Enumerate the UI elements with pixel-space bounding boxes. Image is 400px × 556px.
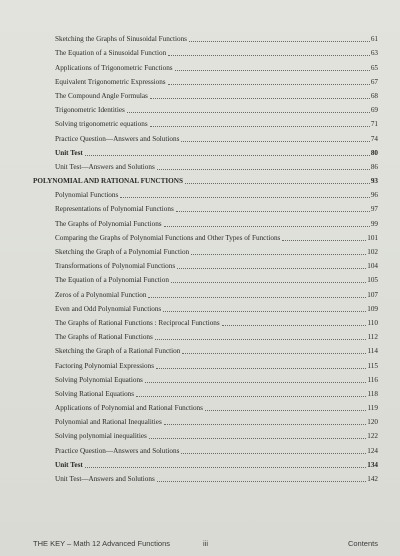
footer-page-number: iii bbox=[203, 539, 208, 548]
toc-entry bbox=[0, 229, 378, 243]
toc-entry-title: Comparing the Graphs of Polynomial Functions and Other Types of Functions bbox=[55, 233, 281, 242]
dot-leader bbox=[164, 226, 370, 227]
toc-entry bbox=[0, 271, 378, 285]
toc-entry-page-number: 97 bbox=[370, 205, 378, 214]
toc-entry-title: The Equation of a Sinusoidal Function bbox=[55, 49, 167, 58]
toc-entry bbox=[0, 413, 378, 427]
toc-entry-title: Even and Odd Polynomial Functions bbox=[55, 304, 162, 313]
dot-leader bbox=[148, 297, 366, 298]
toc-entry bbox=[0, 314, 378, 328]
toc-entry bbox=[0, 186, 378, 200]
toc-entry bbox=[0, 470, 378, 484]
toc-entry-page-number: 65 bbox=[370, 63, 378, 72]
toc-entry-page-number: 142 bbox=[367, 475, 378, 483]
dot-leader bbox=[191, 254, 366, 255]
toc-entry-page-number: 67 bbox=[370, 77, 378, 86]
toc-entry-page-number: 114 bbox=[367, 347, 378, 356]
dot-leader bbox=[145, 382, 367, 383]
toc-entry-title: Unit Test bbox=[55, 460, 83, 469]
toc-entry-page-number: 68 bbox=[370, 91, 378, 100]
toc-entry bbox=[0, 144, 378, 158]
dot-leader bbox=[149, 438, 366, 439]
toc-entry bbox=[0, 441, 378, 455]
toc-entry bbox=[0, 300, 378, 314]
toc-entry bbox=[0, 87, 378, 101]
toc-entry-title: Practice Question—Answers and Solutions bbox=[55, 446, 180, 455]
toc-entry-page-number: 99 bbox=[370, 219, 378, 228]
toc-entry-page-number: 110 bbox=[367, 318, 378, 327]
toc-entry-page-number: 96 bbox=[370, 191, 378, 200]
toc-entry-title: Equivalent Trigonometric Expressions bbox=[55, 77, 166, 86]
toc-entry bbox=[0, 257, 378, 271]
toc-entry-page-number: 134 bbox=[367, 460, 378, 469]
toc-entry-title: Sketching the Graph of a Rational Function bbox=[55, 347, 181, 356]
toc-entry-title: Transformations of Polynomial Functions bbox=[55, 262, 176, 271]
dot-leader bbox=[168, 55, 370, 56]
toc-entry-title: Polynomial and Rational Inequalities bbox=[55, 418, 162, 427]
toc-entry-title: Polynomial Functions bbox=[55, 191, 119, 200]
toc-entry-page-number: 63 bbox=[370, 49, 378, 58]
toc-entry bbox=[0, 115, 378, 129]
toc-entry-title: The Graphs of Rational Functions : Reciprocal Functions bbox=[55, 318, 220, 327]
toc-entry bbox=[0, 129, 378, 143]
toc-entry-title: Sketching the Graph of a Polynomial Function bbox=[55, 248, 190, 256]
toc-entry-title: Unit Test—Answers and Solutions bbox=[55, 475, 155, 483]
toc-entry-page-number: 119 bbox=[367, 404, 378, 413]
toc-entry bbox=[0, 285, 378, 299]
toc-entry bbox=[0, 58, 378, 72]
toc-entry bbox=[0, 243, 378, 257]
toc-entry bbox=[0, 158, 378, 172]
toc-chapter-heading bbox=[0, 172, 378, 186]
dot-leader bbox=[164, 424, 366, 425]
dot-leader bbox=[176, 211, 370, 212]
toc-entry-title: Zeros of a Polynomial Function bbox=[55, 290, 147, 299]
toc-entry-page-number: 86 bbox=[370, 162, 378, 171]
toc-entry-page-number: 107 bbox=[367, 290, 378, 299]
toc-entry-page-number: 112 bbox=[367, 333, 378, 342]
toc-entry-page-number: 74 bbox=[370, 134, 378, 143]
toc-entry-page-number: 116 bbox=[367, 375, 378, 384]
table-of-contents bbox=[0, 30, 400, 484]
dot-leader bbox=[185, 183, 370, 184]
toc-entry-page-number: 105 bbox=[367, 276, 378, 285]
footer-book-title: THE KEY – Math 12 Advanced Functions bbox=[33, 539, 171, 548]
dot-leader bbox=[205, 410, 367, 411]
toc-entry-title: The Graphs of Rational Functions bbox=[55, 333, 153, 342]
toc-entry bbox=[0, 328, 378, 342]
toc-entry-page-number: 61 bbox=[370, 35, 378, 44]
toc-entry-title: Unit Test—Answers and Solutions bbox=[55, 162, 155, 171]
dot-leader bbox=[127, 112, 370, 113]
toc-entry-title: Applications of Trigonometric Functions bbox=[55, 63, 173, 72]
toc-entry-title: Unit Test bbox=[55, 148, 83, 157]
toc-entry-title: The Equation of a Polynomial Function bbox=[55, 276, 169, 285]
toc-entry-title: Trigonometric Identities bbox=[55, 106, 125, 115]
toc-entry-page-number: 101 bbox=[367, 233, 378, 242]
toc-entry-page-number: 109 bbox=[367, 304, 378, 313]
toc-entry-title: The Graphs of Polynomial Functions bbox=[55, 219, 162, 228]
dot-leader bbox=[182, 353, 366, 354]
footer-section-name: Contents bbox=[347, 539, 378, 548]
toc-entry-page-number: 71 bbox=[370, 120, 378, 129]
toc-entry bbox=[0, 44, 378, 58]
toc-entry-title: Solving trigonometric equations bbox=[55, 120, 148, 129]
toc-entry-page-number: 124 bbox=[367, 446, 378, 455]
toc-entry bbox=[0, 101, 378, 115]
dot-leader bbox=[181, 141, 369, 142]
dot-leader bbox=[155, 339, 367, 340]
toc-entry-page-number: 80 bbox=[370, 148, 378, 157]
dot-leader bbox=[85, 155, 370, 156]
toc-entry-title: Solving Rational Equations bbox=[55, 389, 135, 398]
toc-entry-title: Sketching the Graphs of Sinusoidal Functions bbox=[55, 35, 187, 44]
dot-leader bbox=[120, 197, 370, 198]
toc-entry bbox=[0, 427, 378, 441]
toc-entry-title: POLYNOMIAL AND RATIONAL FUNCTIONS bbox=[33, 177, 183, 186]
dot-leader bbox=[163, 311, 366, 312]
dot-leader bbox=[181, 453, 366, 454]
dot-leader bbox=[85, 467, 366, 468]
toc-entry-title: Factoring Polynomial Expressions bbox=[55, 361, 155, 370]
toc-entry-page-number: 115 bbox=[367, 361, 378, 370]
toc-entry-page-number: 93 bbox=[370, 177, 378, 186]
toc-entry-title: Representations of Polynomial Functions bbox=[55, 205, 174, 214]
toc-entry bbox=[0, 30, 378, 44]
dot-leader bbox=[177, 268, 366, 269]
toc-entry bbox=[0, 385, 378, 399]
toc-entry bbox=[0, 371, 378, 385]
dot-leader bbox=[189, 41, 370, 42]
toc-entry-page-number: 69 bbox=[370, 106, 378, 115]
toc-entry bbox=[0, 73, 378, 87]
dot-leader bbox=[171, 282, 366, 283]
toc-entry-title: Practice Question—Answers and Solutions bbox=[55, 134, 180, 143]
dot-leader bbox=[136, 396, 366, 397]
toc-entry bbox=[0, 356, 378, 370]
dot-leader bbox=[168, 84, 370, 85]
toc-entry bbox=[0, 214, 378, 228]
dot-leader bbox=[156, 368, 366, 369]
dot-leader bbox=[282, 240, 366, 241]
toc-entry-page-number: 120 bbox=[367, 418, 378, 427]
dot-leader bbox=[157, 481, 366, 482]
toc-entry-title: The Compound Angle Formulas bbox=[55, 91, 148, 100]
toc-entry-title: Solving Polynomial Equations bbox=[55, 375, 143, 384]
toc-entry-page-number: 102 bbox=[367, 248, 378, 256]
dot-leader bbox=[175, 70, 370, 71]
toc-entry bbox=[0, 456, 378, 470]
toc-entry-page-number: 122 bbox=[367, 432, 378, 441]
toc-entry bbox=[0, 342, 378, 356]
dot-leader bbox=[222, 325, 367, 326]
toc-entry-title: Applications of Polynomial and Rational Functions bbox=[55, 404, 203, 413]
toc-entry bbox=[0, 200, 378, 214]
dot-leader bbox=[157, 169, 370, 170]
toc-entry-page-number: 104 bbox=[367, 262, 378, 271]
dot-leader bbox=[150, 126, 370, 127]
toc-entry-page-number: 118 bbox=[367, 389, 378, 398]
toc-entry-title: Solving polynomial inequalities bbox=[55, 432, 147, 441]
dot-leader bbox=[150, 98, 370, 99]
toc-entry bbox=[0, 399, 378, 413]
